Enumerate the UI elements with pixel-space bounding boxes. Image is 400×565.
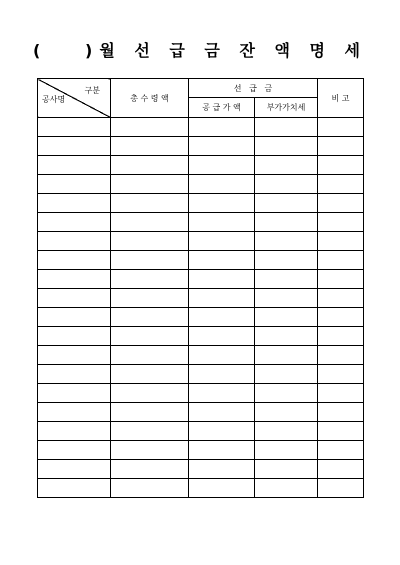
project-name-cell[interactable] (38, 232, 111, 251)
vat-cell[interactable] (255, 479, 318, 498)
total-received-cell[interactable] (111, 308, 189, 327)
table-row (38, 460, 364, 479)
supply-amount-cell[interactable] (189, 479, 255, 498)
project-name-label: 공사명 (42, 95, 66, 104)
remark-cell[interactable] (318, 156, 364, 175)
table-row (38, 479, 364, 498)
supply-amount-cell[interactable] (189, 441, 255, 460)
supply-amount-cell[interactable] (189, 194, 255, 213)
table-row (38, 156, 364, 175)
project-name-cell[interactable] (38, 479, 111, 498)
remark-cell[interactable] (318, 270, 364, 289)
supply-amount-header: 공 급 가 액 (189, 98, 255, 118)
document-title: ( )월 선 급 금 잔 액 명 세 (33, 41, 367, 60)
remark-cell[interactable] (318, 327, 364, 346)
supply-amount-cell[interactable] (189, 137, 255, 156)
total-received-cell[interactable] (111, 365, 189, 384)
vat-cell[interactable] (255, 403, 318, 422)
total-received-cell[interactable] (111, 213, 189, 232)
project-name-cell[interactable] (38, 365, 111, 384)
supply-amount-cell[interactable] (189, 422, 255, 441)
total-received-cell[interactable] (111, 460, 189, 479)
total-received-cell[interactable] (111, 422, 189, 441)
vat-cell[interactable] (255, 213, 318, 232)
project-name-cell[interactable] (38, 289, 111, 308)
vat-cell[interactable] (255, 175, 318, 194)
remark-cell[interactable] (318, 479, 364, 498)
total-received-header: 총 수 령 액 (111, 79, 189, 118)
supply-amount-cell[interactable] (189, 346, 255, 365)
total-received-cell[interactable] (111, 194, 189, 213)
remark-cell[interactable] (318, 175, 364, 194)
table-body (38, 118, 364, 498)
supply-amount-cell[interactable] (189, 118, 255, 137)
table-row (38, 384, 364, 403)
vat-cell[interactable] (255, 327, 318, 346)
table-row (38, 194, 364, 213)
supply-amount-cell[interactable] (189, 308, 255, 327)
remark-cell[interactable] (318, 194, 364, 213)
project-name-cell[interactable] (38, 118, 111, 137)
vat-cell[interactable] (255, 118, 318, 137)
remark-cell[interactable] (318, 441, 364, 460)
vat-cell[interactable] (255, 384, 318, 403)
category-label: 구분 (84, 86, 100, 95)
supply-amount-cell[interactable] (189, 213, 255, 232)
remark-header: 비 고 (318, 79, 364, 118)
remark-cell[interactable] (318, 118, 364, 137)
total-received-cell[interactable] (111, 251, 189, 270)
table-row (38, 327, 364, 346)
total-received-cell[interactable] (111, 156, 189, 175)
table-row (38, 365, 364, 384)
vat-cell[interactable] (255, 460, 318, 479)
total-received-cell[interactable] (111, 403, 189, 422)
remark-cell[interactable] (318, 403, 364, 422)
vat-cell[interactable] (255, 194, 318, 213)
project-name-cell[interactable] (38, 441, 111, 460)
supply-amount-cell[interactable] (189, 460, 255, 479)
total-received-cell[interactable] (111, 175, 189, 194)
remark-cell[interactable] (318, 346, 364, 365)
remark-cell[interactable] (318, 289, 364, 308)
supply-amount-cell[interactable] (189, 175, 255, 194)
remark-cell[interactable] (318, 365, 364, 384)
remark-cell[interactable] (318, 308, 364, 327)
remark-cell[interactable] (318, 232, 364, 251)
vat-cell[interactable] (255, 232, 318, 251)
remark-cell[interactable] (318, 137, 364, 156)
table-row (38, 403, 364, 422)
remark-cell[interactable] (318, 251, 364, 270)
remark-cell[interactable] (318, 384, 364, 403)
vat-cell[interactable] (255, 365, 318, 384)
total-received-cell[interactable] (111, 346, 189, 365)
vat-cell[interactable] (255, 308, 318, 327)
supply-amount-cell[interactable] (189, 251, 255, 270)
project-name-cell[interactable] (38, 194, 111, 213)
table-row (38, 118, 364, 137)
project-name-cell[interactable] (38, 422, 111, 441)
project-name-cell[interactable] (38, 156, 111, 175)
vat-cell[interactable] (255, 137, 318, 156)
project-name-cell[interactable] (38, 308, 111, 327)
table-row (38, 232, 364, 251)
remark-cell[interactable] (318, 460, 364, 479)
supply-amount-cell[interactable] (189, 384, 255, 403)
project-name-cell[interactable] (38, 384, 111, 403)
table-row (38, 289, 364, 308)
table-row (38, 308, 364, 327)
project-name-cell[interactable] (38, 403, 111, 422)
total-received-cell[interactable] (111, 479, 189, 498)
remark-cell[interactable] (318, 422, 364, 441)
vat-cell[interactable] (255, 289, 318, 308)
total-received-cell[interactable] (111, 327, 189, 346)
project-name-cell[interactable] (38, 270, 111, 289)
table-row (38, 251, 364, 270)
project-name-cell[interactable] (38, 346, 111, 365)
project-name-cell[interactable] (38, 327, 111, 346)
total-received-cell[interactable] (111, 118, 189, 137)
supply-amount-cell[interactable] (189, 365, 255, 384)
table-row (38, 270, 364, 289)
vat-cell[interactable] (255, 270, 318, 289)
total-received-cell[interactable] (111, 441, 189, 460)
table-row (38, 422, 364, 441)
vat-cell[interactable] (255, 346, 318, 365)
table-row (38, 137, 364, 156)
total-received-cell[interactable] (111, 232, 189, 251)
vat-cell[interactable] (255, 441, 318, 460)
vat-cell[interactable] (255, 156, 318, 175)
table-row (38, 441, 364, 460)
total-received-cell[interactable] (111, 270, 189, 289)
corner-header-cell (38, 79, 111, 118)
supply-amount-cell[interactable] (189, 289, 255, 308)
vat-cell[interactable] (255, 422, 318, 441)
supply-amount-cell[interactable] (189, 403, 255, 422)
total-received-cell[interactable] (111, 289, 189, 308)
project-name-cell[interactable] (38, 213, 111, 232)
supply-amount-cell[interactable] (189, 270, 255, 289)
vat-cell[interactable] (255, 251, 318, 270)
supply-amount-cell[interactable] (189, 327, 255, 346)
advance-payment-header: 선 급 금 (189, 79, 318, 98)
total-received-cell[interactable] (111, 384, 189, 403)
project-name-cell[interactable] (38, 175, 111, 194)
table-row (38, 175, 364, 194)
vat-header: 부가가치세 (255, 98, 318, 118)
table-row (38, 346, 364, 365)
table-row (38, 213, 364, 232)
project-name-cell[interactable] (38, 137, 111, 156)
total-received-cell[interactable] (111, 137, 189, 156)
project-name-cell[interactable] (38, 460, 111, 479)
project-name-cell[interactable] (38, 251, 111, 270)
advance-balance-table (37, 78, 364, 498)
remark-cell[interactable] (318, 213, 364, 232)
supply-amount-cell[interactable] (189, 156, 255, 175)
supply-amount-cell[interactable] (189, 232, 255, 251)
